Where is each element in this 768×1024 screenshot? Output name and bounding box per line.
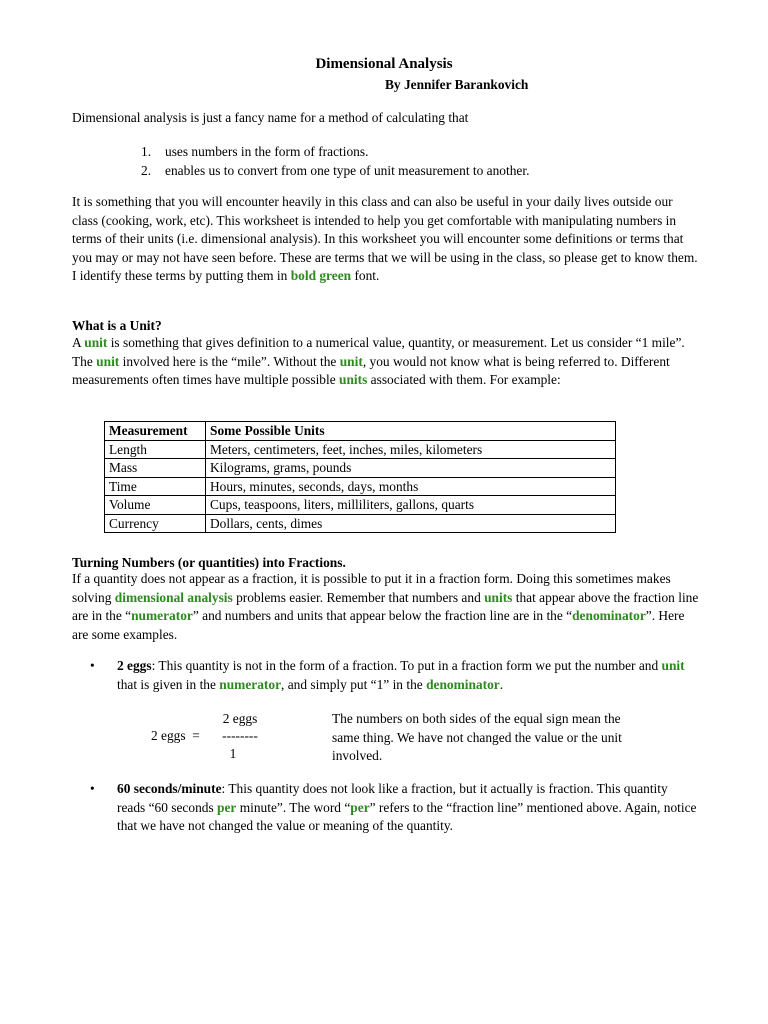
bold-term: 60 seconds/minute — [117, 781, 222, 796]
green-term: unit — [661, 658, 685, 673]
column-header: Measurement — [105, 422, 206, 441]
green-term: per — [217, 799, 237, 815]
table-cell: Mass — [105, 459, 206, 478]
table-cell: Cups, teaspoons, liters, milliliters, gallons, quarts — [206, 496, 616, 515]
fraction-left-side: 2 eggs = — [151, 728, 200, 743]
bold-term: 2 eggs — [117, 658, 152, 673]
paragraph-text: It is something that you will encounter heavily in this class and can also be useful in your daily lives outside our class (cooking, work, etc). This worksheet is intended to help you get comfortable with manipulating numbers in terms of their units (i.e. dimensional analysis). In this worksheet you will encounter some definitions or terms that you may or may not have seen before. These are terms that we will be using in the class, so please get to know them. I identify these terms by putting them in — [72, 194, 698, 283]
section-heading-unit: What is a Unit? — [72, 318, 162, 333]
paragraph-text: that appear above the fraction line are in the “ — [72, 589, 699, 623]
table-cell: Dollars, cents, dimes — [206, 514, 616, 533]
steps-list — [141, 143, 701, 180]
paragraph-text: that is given in the — [117, 676, 220, 692]
author-line: By Jennifer Barankovich — [385, 77, 529, 92]
bullet-item — [117, 780, 697, 836]
fraction-denominator: 1 — [229, 746, 237, 761]
unit-paragraph — [72, 334, 700, 390]
green-term: numerator — [219, 676, 282, 692]
green-term: dimensional analysis — [114, 589, 233, 605]
table-cell: Meters, centimeters, feet, inches, miles, kilometers — [206, 440, 616, 459]
green-term: units — [484, 589, 513, 605]
table-row — [105, 514, 616, 533]
bullet-symbol: • — [90, 781, 95, 796]
list-item — [141, 143, 701, 162]
paragraph-text: associated with them. For example: — [367, 372, 561, 387]
paragraph-text: If a quantity does not appear as a fraction, it is possible to put it in a fraction form. Doing this sometimes makes solving — [72, 571, 671, 605]
table-row — [105, 496, 616, 515]
fractions-paragraph — [72, 570, 700, 644]
green-term: unit — [339, 353, 363, 369]
table-row — [105, 459, 616, 478]
paragraph-text: font. — [351, 268, 380, 283]
paragraph-text: ” and numbers and units that appear below the fraction line are in the “ — [192, 608, 573, 623]
table-cell: Length — [105, 440, 206, 459]
table-row — [105, 440, 616, 459]
table-row — [105, 477, 616, 496]
green-term: denominator — [426, 676, 500, 692]
fraction-numerator: 2 eggs — [222, 711, 258, 726]
list-item — [141, 162, 701, 181]
intro-paragraph: Dimensional analysis is just a fancy name for a method of calculating that — [72, 110, 469, 125]
paragraph-text: : This quantity is not in the form of a fraction. To put in a fraction form we put the number and — [151, 658, 662, 673]
green-term: unit — [84, 335, 108, 350]
paragraph-text: involved here is the “mile”. Without the — [119, 353, 340, 369]
paragraph-text: , and simply put “1” in the — [281, 676, 427, 692]
units-table — [104, 421, 616, 533]
paragraph-text: , you would not know what is being referred to. Different measurements often times have multiple possible — [72, 353, 670, 387]
green-term: denominator — [572, 608, 646, 623]
list-number: 2. — [141, 162, 152, 178]
table-cell: Hours, minutes, seconds, days, months — [206, 477, 616, 496]
list-text: uses numbers in the form of fractions. — [165, 144, 369, 159]
paragraph-text: A — [72, 335, 85, 350]
fraction-line: -------- — [222, 728, 258, 743]
section-heading-fractions: Turning Numbers (or quantities) into Fractions. — [72, 555, 346, 570]
table-header-row — [105, 422, 616, 441]
green-term: per — [350, 799, 370, 815]
bullet-symbol: • — [90, 658, 95, 673]
paragraph-text: is something that gives definition to a numerical value, quantity, or measurement. Let us consider “1 mile”. The — [72, 335, 685, 369]
paragraph-text: minute”. The word “ — [236, 799, 351, 815]
column-header: Some Possible Units — [206, 422, 616, 441]
table-cell: Currency — [105, 514, 206, 533]
paragraph-text: . — [499, 676, 504, 692]
green-term: bold green — [290, 268, 352, 283]
bullet-item — [117, 657, 697, 694]
paragraph-text: problems easier. Remember that numbers and — [232, 589, 485, 605]
fraction-note: The numbers on both sides of the equal sign mean the same thing. We have not changed the value or the unit involved. — [332, 711, 622, 763]
table-cell: Time — [105, 477, 206, 496]
paragraph-text: ”. Here are some examples. — [72, 608, 685, 642]
paragraph-text: ” refers to the “fraction line” mentioned above. Again, notice that we have not changed the value or meaning of the quantity. — [117, 799, 697, 833]
list-number: 1. — [141, 144, 152, 159]
green-term: unit — [96, 353, 120, 369]
table-cell: Kilograms, grams, pounds — [206, 459, 616, 478]
table-cell: Volume — [105, 496, 206, 515]
list-text: enables us to convert from one type of unit measurement to another. — [165, 162, 530, 178]
green-term: numerator — [131, 608, 193, 623]
purpose-paragraph — [72, 193, 700, 286]
page-title: Dimensional Analysis — [315, 56, 453, 72]
paragraph-text: : This quantity does not look like a fraction, but it actually is fraction. This quantity reads “60 seconds — [117, 781, 668, 815]
green-term: units — [339, 372, 368, 387]
